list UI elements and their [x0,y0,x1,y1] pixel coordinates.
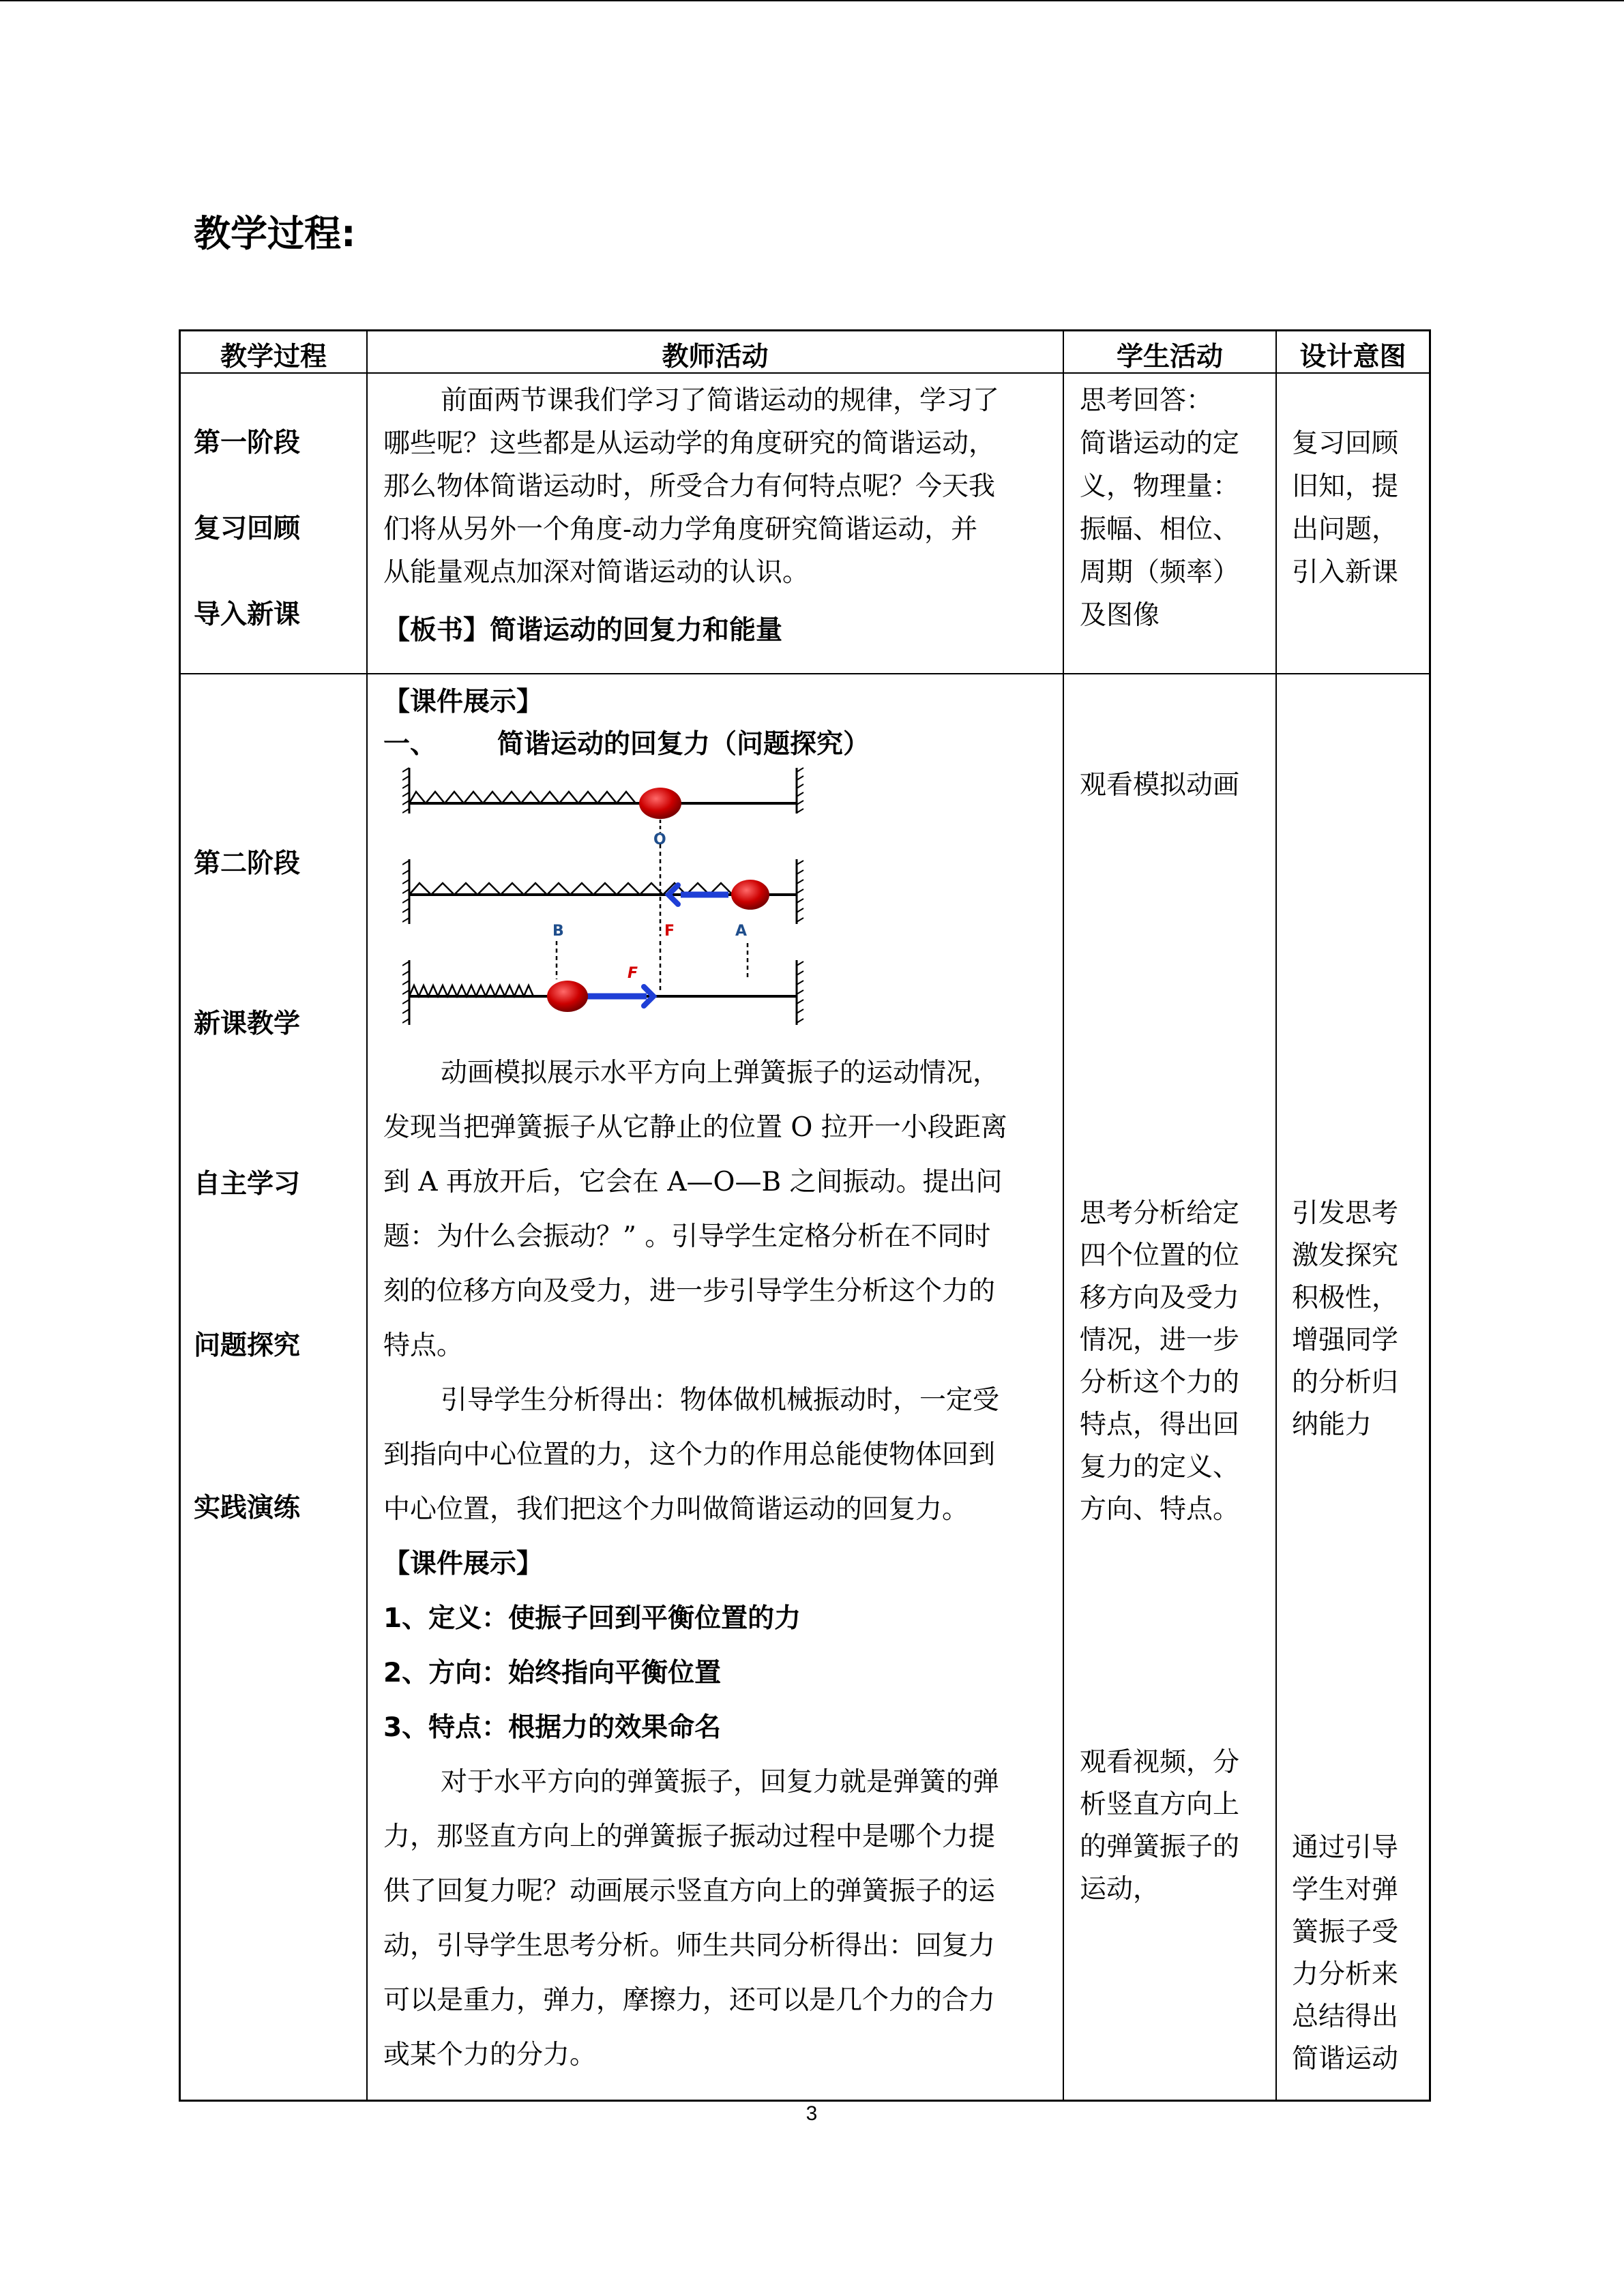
oscillator-ball [547,981,588,1012]
page-number: 3 [806,2102,818,2125]
student-text-line: 复力的定义、 [1080,1452,1240,1482]
stage-label: 导入新课 [194,599,301,630]
intent-text-line: 簧振子受 [1292,1917,1399,1948]
intent-text-line: 积极性， [1292,1283,1399,1313]
stage-label: 复习回顾 [194,513,301,544]
oscillator-ball [639,788,681,819]
teacher-text-line: 从能量观点加深对简谐运动的认识。 [383,557,810,588]
spring [409,792,636,803]
courseware-label: 【课件展示】 [383,687,544,717]
teacher-text-line: 到指向中心位置的力，这个力的作用总能使物体回到 [383,1440,996,1470]
teacher-text-line: 力，那竖直方向上的弹簧振子振动过程中是哪个力提 [383,1821,996,1852]
student-text-line: 周期（频率） [1080,557,1240,588]
spring-oscillator-figure [402,762,812,1033]
stage-label: 实践演练 [194,1493,301,1523]
teacher-text-line: 到 A 再放开后，它会在 A—O—B 之间振动。提出问 [383,1167,1003,1197]
header-intent: 设计意图 [1299,342,1406,372]
page-corner-line [0,0,1624,1]
student-text-line: 情况，进一步 [1080,1325,1240,1356]
label-f: F [664,923,675,940]
point-feature: 3、特点：根据力的效果命名 [383,1712,722,1743]
stage-label: 新课教学 [194,1009,301,1039]
section-title: 简谐运动的回复力（问题探究） [497,729,870,760]
student-text-line: 析竖直方向上 [1080,1789,1240,1820]
student-text-line: 特点，得出回 [1080,1410,1240,1440]
student-text-line: 方向、特点。 [1080,1494,1240,1525]
spring [409,985,533,996]
label-f: F [628,965,638,982]
label-o: O [653,831,666,848]
student-text-line: 思考分析给定 [1080,1198,1240,1229]
teacher-text-line: 那么物体简谐运动时，所受合力有何特点呢？今天我 [383,471,996,502]
intent-text-line: 力分析来 [1292,1959,1399,1990]
student-text-line: 移方向及受力 [1080,1283,1240,1313]
teacher-text-line: 中心位置，我们把这个力叫做简谐运动的回复力。 [383,1494,969,1525]
teacher-text-line: 供了回复力呢？动画展示竖直方向上的弹簧振子的运 [383,1876,996,1907]
intent-text-line: 纳能力 [1292,1410,1372,1440]
teacher-text-line: 们将从另外一个角度-动力学角度研究简谐运动，并 [383,514,978,545]
header-student: 学生活动 [1116,342,1223,372]
scene-at-B [402,941,803,1025]
stage-label: 第二阶段 [194,848,301,879]
label-b: B [552,923,564,940]
scene-equilibrium [402,768,803,848]
student-text-line: 义，物理量： [1080,471,1240,502]
intent-text-line: 的分析归 [1292,1367,1399,1398]
student-text-line: 四个位置的位 [1080,1240,1240,1271]
intent-text-line: 增强同学 [1292,1325,1399,1356]
student-text-line: 思考回答： [1080,385,1213,416]
teacher-text-line: 题：为什么会振动？” 。引导学生定格分析在不同时 [383,1221,991,1252]
teacher-text-line: 刻的位移方向及受力，进一步引导学生分析这个力的 [383,1276,996,1307]
point-definition: 1、定义：使振子回到平衡位置的力 [383,1603,801,1634]
oscillator-ball [731,880,769,910]
courseware-label: 【课件展示】 [383,1549,544,1579]
section-number: 一、 [383,729,437,760]
intent-text-line: 复习回顾 [1292,428,1399,459]
student-text-line: 及图像 [1080,600,1160,631]
board-title: 【板书】简谐运动的回复力和能量 [383,615,783,646]
intent-text-line: 引入新课 [1292,557,1399,588]
teacher-text-line: 可以是重力，弹力，摩擦力，还可以是几个力的合力 [383,1985,996,2016]
teacher-text-line: 发现当把弹簧振子从它静止的位置 O 拉开一小段距离 [383,1112,1007,1143]
intent-text-line: 简谐运动 [1292,2044,1399,2074]
header-process: 教学过程 [220,342,327,372]
intent-text-line: 旧知，提 [1292,471,1399,502]
stage-label: 自主学习 [194,1169,301,1199]
teacher-text-line: 或某个力的分力。 [383,2040,597,2070]
student-text-line: 观看视频，分 [1080,1747,1240,1778]
stage-label: 第一阶段 [194,428,301,458]
teacher-text-line: 动，引导学生思考分析。师生共同分析得出：回复力 [383,1930,996,1961]
intent-text-line: 总结得出 [1292,2001,1399,2032]
intent-text-line: 引发思考 [1292,1198,1399,1229]
teacher-text-line: 对于水平方向的弹簧振子，回复力就是弹簧的弹 [441,1767,1000,1798]
intent-text-line: 学生对弹 [1292,1875,1399,1905]
teacher-text-line: 动画模拟展示水平方向上弹簧振子的运动情况， [441,1058,1000,1088]
intent-text-line: 出问题， [1292,514,1399,545]
teacher-text-line: 哪些呢？这些都是从运动学的角度研究的简谐运动， [383,428,996,459]
point-direction: 2、方向：始终指向平衡位置 [383,1658,722,1688]
teacher-text-line: 前面两节课我们学习了简谐运动的规律，学习了 [441,385,1000,416]
page-heading: 教学过程: [194,212,356,255]
student-text-line: 简谐运动的定 [1080,428,1240,459]
label-a: A [735,923,748,940]
student-text-line: 振幅、相位、 [1080,514,1240,545]
intent-text-line: 激发探究 [1292,1240,1399,1271]
student-text-line: 分析这个力的 [1080,1367,1240,1398]
teacher-text-line: 特点。 [383,1330,464,1361]
intent-text-line: 通过引导 [1292,1832,1399,1863]
student-text-line: 观看模拟动画 [1080,770,1240,801]
student-text-line: 运动， [1080,1874,1160,1905]
scene-displaced-to-A [402,844,803,979]
student-text-line: 的弹簧振子的 [1080,1832,1240,1862]
header-teacher: 教师活动 [662,342,769,372]
teacher-text-line: 引导学生分析得出：物体做机械振动时，一定受 [441,1385,1000,1416]
stage-label: 问题探究 [194,1330,301,1361]
